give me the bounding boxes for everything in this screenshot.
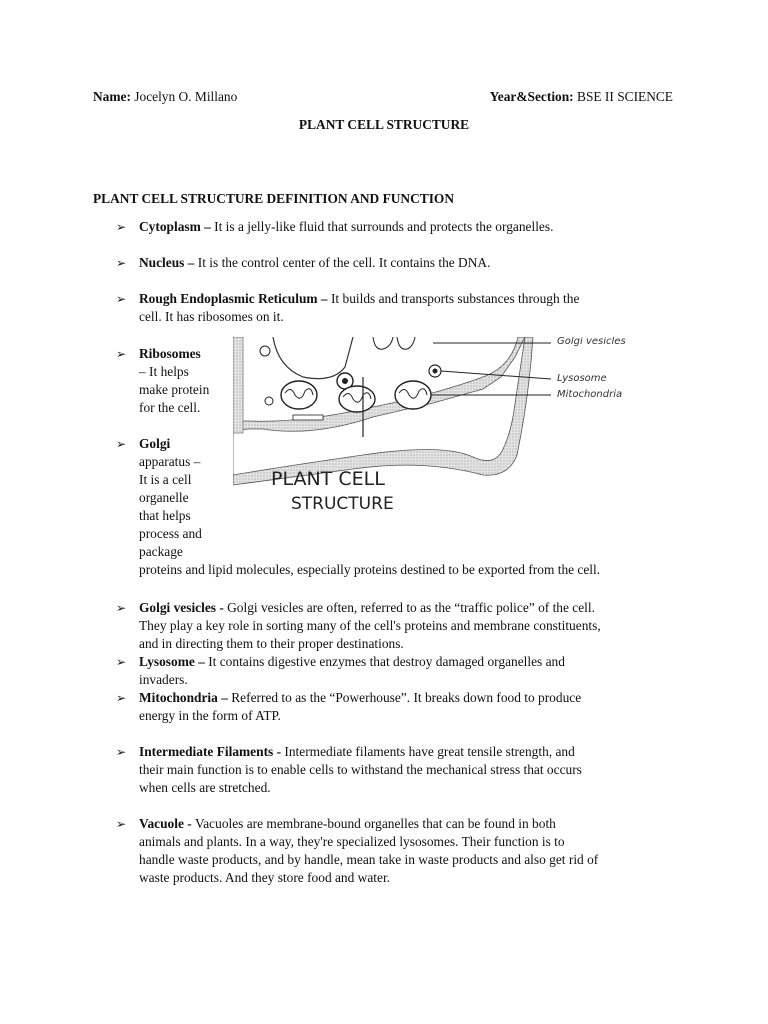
lysosome-core — [433, 369, 438, 374]
definition-text — [139, 254, 676, 272]
definition-term: Intermediate Filaments — [139, 744, 274, 759]
definition-text — [139, 290, 676, 326]
definition-item — [116, 254, 676, 272]
definition-text — [139, 743, 676, 797]
definition-text — [139, 653, 676, 689]
intermediate-filament — [293, 415, 323, 420]
definition-separator: - — [183, 816, 196, 831]
definition-item — [116, 653, 676, 689]
definition-line: invaders. — [139, 672, 188, 687]
definition-line: – It helps — [139, 364, 189, 379]
definition-item — [116, 218, 676, 236]
definition-line: waste products. And they store food and water. — [139, 870, 391, 885]
definition-item — [116, 290, 676, 326]
golgi-apparatus — [373, 337, 415, 349]
plant-cell-drawing — [233, 337, 675, 517]
bullet-arrow-icon: ➢ — [116, 347, 127, 361]
section-value: BSE II SCIENCE — [577, 89, 673, 104]
section-label: Year&Section: — [489, 89, 574, 104]
figure-label-mitochondria: Mitochondria — [557, 389, 623, 400]
vacuole-outline — [273, 337, 353, 379]
definition-line: Intermediate filaments have great tensile strength, and — [284, 744, 575, 759]
bullet-arrow-icon: ➢ — [116, 745, 127, 759]
document-header — [93, 88, 673, 106]
definition-text — [139, 689, 676, 725]
definition-term: Mitochondria — [139, 690, 218, 705]
organelle-small — [260, 346, 270, 356]
definition-term: Cytoplasm — [139, 219, 201, 234]
bullet-arrow-icon: ➢ — [116, 220, 127, 234]
figure-label-golgi-vesicles: Golgi vesicles — [557, 337, 626, 347]
figure-label-lysosome: Lysosome — [557, 373, 607, 384]
mitochondrion-left — [281, 381, 317, 409]
section-heading: PLANT CELL STRUCTURE DEFINITION AND FUNCTION — [93, 191, 454, 206]
definition-text — [139, 815, 676, 887]
name-label: Name: — [93, 89, 131, 104]
bullet-arrow-icon: ➢ — [116, 691, 127, 705]
definition-text — [139, 345, 219, 417]
definition-line: cell. It has ribosomes on it. — [139, 309, 284, 324]
section-field — [490, 88, 673, 106]
definition-term: Vacuole — [139, 816, 184, 831]
definition-separator: - — [273, 744, 285, 759]
definition-line: handle waste products, and by handle, mean take in waste products and also get rid of — [139, 852, 599, 867]
ribosome-dot — [342, 378, 348, 384]
definition-separator: – — [200, 219, 215, 234]
bullet-arrow-icon: ➢ — [116, 437, 127, 451]
page-title: PLANT CELL STRUCTURE — [298, 117, 470, 132]
definition-item — [116, 599, 676, 653]
definition-separator: – — [184, 255, 198, 270]
bullet-arrow-icon: ➢ — [116, 292, 127, 306]
definition-term: Golgi — [139, 436, 171, 451]
definition-separator: – — [217, 690, 232, 705]
definition-item — [116, 815, 676, 887]
definition-line: It builds and transports substances through the — [330, 291, 580, 306]
definition-line: for the cell. — [139, 400, 201, 415]
definition-line: animals and plants. In a way, they're specialized lysosomes. Their function is to — [139, 834, 565, 849]
definition-separator: - — [215, 600, 228, 615]
definition-line: It contains digestive enzymes that destroy damaged organelles and — [208, 654, 565, 669]
definition-line: energy in the form of ATP. — [139, 708, 281, 723]
bullet-arrow-icon: ➢ — [116, 601, 127, 615]
bullet-arrow-icon: ➢ — [116, 817, 127, 831]
figure-caption-line2: STRUCTURE — [291, 494, 394, 514]
mitochondrion-right — [395, 381, 431, 409]
bullet-arrow-icon: ➢ — [116, 655, 127, 669]
definition-line: It is the control center of the cell. It contains the DNA. — [197, 255, 491, 270]
definition-line: and in directing them to their proper destinations. — [139, 636, 404, 651]
figure-caption-line1: PLANT CELL — [271, 468, 385, 490]
definition-line: when cells are stretched. — [139, 780, 271, 795]
definition-text — [139, 599, 676, 653]
definition-line: that helps — [139, 508, 191, 523]
definition-term: Nucleus — [139, 255, 185, 270]
definition-separator: – — [194, 654, 209, 669]
definition-line: package — [139, 544, 183, 559]
definition-line: Golgi vesicles are often, referred to as the “traffic police” of the cell. — [227, 600, 595, 615]
definition-text — [139, 218, 676, 236]
definition-line: proteins and lipid molecules, especially proteins destined to be exported from the cell. — [139, 562, 601, 577]
definition-term: Lysosome — [139, 654, 195, 669]
definition-line: It is a cell — [139, 472, 192, 487]
definition-item — [116, 743, 676, 797]
bullet-arrow-icon: ➢ — [116, 256, 127, 270]
definition-line: process and — [139, 526, 202, 541]
definition-line: their main function is to enable cells to withstand the mechanical stress that occurs — [139, 762, 582, 777]
vesicle — [265, 397, 273, 405]
definition-term: Rough Endoplasmic Reticulum — [139, 291, 318, 306]
definition-term: Golgi vesicles — [139, 600, 216, 615]
definition-item — [116, 689, 676, 725]
cell-wall-left — [233, 337, 243, 433]
definition-line: It is a jelly-like fluid that surrounds and protects the organelles. — [214, 219, 554, 234]
definition-line: make protein — [139, 382, 210, 397]
definition-line: Vacuoles are membrane-bound organelles that can be found in both — [195, 816, 556, 831]
definition-line: They play a key role in sorting many of the cell's proteins and membrane constituents, — [139, 618, 601, 633]
definition-line: Referred to as the “Powerhouse”. It breaks down food to produce — [231, 690, 582, 705]
definition-line: organelle — [139, 490, 189, 505]
name-value: Jocelyn O. Millano — [134, 89, 238, 104]
definition-term: Ribosomes — [139, 346, 201, 361]
definition-separator: – — [317, 291, 331, 306]
mitochondrion-center — [339, 386, 375, 412]
name-field — [93, 88, 237, 106]
definition-line: apparatus – — [139, 454, 201, 469]
